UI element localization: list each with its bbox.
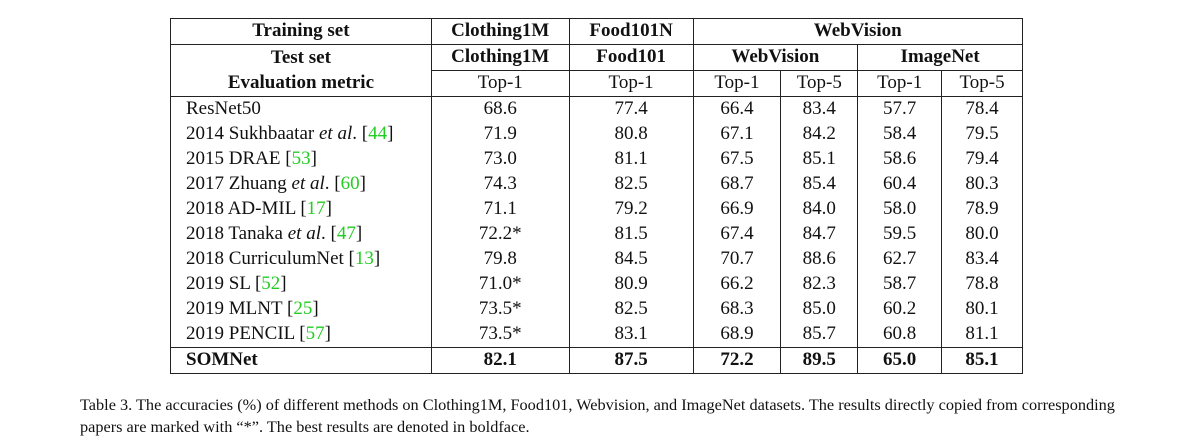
method-label: 2019 MLNT [ bbox=[186, 298, 294, 320]
method-name bbox=[171, 197, 432, 222]
method-name bbox=[171, 322, 432, 348]
value-cell: 66.4 bbox=[693, 97, 781, 123]
table-row bbox=[171, 297, 1023, 322]
value-cell: 79.2 bbox=[569, 197, 693, 222]
table-caption: Table 3. The accuracies (%) of different methods on Clothing1M, Food101, Webvision, and ImageNet datasets. The results directly copied from corresponding papers are marked with “*”. The best results are denoted in boldface. bbox=[80, 395, 1115, 436]
method-name bbox=[171, 297, 432, 322]
header-cell: WebVision bbox=[693, 45, 858, 71]
value-cell: 73.0 bbox=[431, 147, 569, 172]
header-cell: Food101 bbox=[569, 45, 693, 71]
value-cell: 66.9 bbox=[693, 197, 781, 222]
value-cell: 71.1 bbox=[431, 197, 569, 222]
citation-close: ] bbox=[325, 198, 332, 220]
method-label: 2014 Sukhbaatar bbox=[186, 123, 319, 145]
citation-ref: 53 bbox=[291, 148, 311, 170]
value-cell: 84.2 bbox=[781, 122, 858, 147]
table-row bbox=[171, 147, 1023, 172]
method-suffix: . [ bbox=[352, 123, 369, 145]
table-row bbox=[171, 197, 1023, 222]
value-cell: 81.5 bbox=[569, 222, 693, 247]
method-label: ResNet50 bbox=[186, 98, 261, 120]
value-cell: 83.1 bbox=[569, 322, 693, 348]
method-label: 2017 Zhuang bbox=[186, 173, 292, 195]
value-cell: 68.3 bbox=[693, 297, 781, 322]
value-cell: 74.3 bbox=[431, 172, 569, 197]
value-cell: 60.4 bbox=[858, 172, 942, 197]
method-label: 2015 DRAE [ bbox=[186, 148, 292, 170]
citation-ref: 25 bbox=[293, 298, 313, 320]
value-cell: 73.5* bbox=[431, 322, 569, 348]
value-cell: 79.4 bbox=[942, 147, 1023, 172]
value-cell: 89.5 bbox=[781, 348, 858, 374]
value-cell: 70.7 bbox=[693, 247, 781, 272]
value-cell: 84.5 bbox=[569, 247, 693, 272]
method-name bbox=[171, 222, 432, 247]
value-cell: 57.7 bbox=[858, 97, 942, 123]
value-cell: 78.8 bbox=[942, 272, 1023, 297]
metric-cell: Top-1 bbox=[693, 71, 781, 97]
method-name bbox=[171, 122, 432, 147]
value-cell: 72.2 bbox=[693, 348, 781, 374]
method-label: 2018 AD-MIL [ bbox=[186, 198, 307, 220]
value-cell: 83.4 bbox=[942, 247, 1023, 272]
table-row bbox=[171, 272, 1023, 297]
value-cell: 67.1 bbox=[693, 122, 781, 147]
method-name bbox=[171, 272, 432, 297]
table-row bbox=[171, 97, 1023, 123]
metric-cell: Top-5 bbox=[781, 71, 858, 97]
value-cell: 68.9 bbox=[693, 322, 781, 348]
citation-ref: 13 bbox=[354, 248, 374, 270]
citation-close: ] bbox=[373, 248, 381, 270]
header-label: Evaluation metric bbox=[227, 72, 375, 93]
value-cell: 58.0 bbox=[858, 197, 942, 222]
value-cell: 84.7 bbox=[781, 222, 858, 247]
value-cell: 79.8 bbox=[431, 247, 569, 272]
citation-close: ] bbox=[387, 123, 394, 145]
value-cell: 85.0 bbox=[781, 297, 858, 322]
method-suffix: . [ bbox=[324, 173, 341, 195]
value-cell: 82.1 bbox=[431, 348, 569, 374]
method-suffix: . [ bbox=[321, 223, 337, 245]
metric-cell: Top-1 bbox=[431, 71, 569, 97]
method-name bbox=[171, 247, 432, 272]
citation-close: ] bbox=[312, 298, 319, 320]
value-cell: 67.5 bbox=[693, 147, 781, 172]
citation-close: ] bbox=[359, 173, 366, 195]
value-cell: 80.1 bbox=[942, 297, 1023, 322]
method-em: et al bbox=[291, 173, 325, 195]
citation-close: ] bbox=[310, 148, 317, 170]
metric-cell: Top-5 bbox=[942, 71, 1023, 97]
header-cell: ImageNet bbox=[858, 45, 1023, 71]
value-cell: 80.0 bbox=[942, 222, 1023, 247]
value-cell: 80.8 bbox=[569, 122, 693, 147]
value-cell: 72.2* bbox=[431, 222, 569, 247]
value-cell: 81.1 bbox=[569, 147, 693, 172]
value-cell: 62.7 bbox=[858, 247, 942, 272]
header-cell: WebVision bbox=[693, 19, 1022, 45]
value-cell: 84.0 bbox=[781, 197, 858, 222]
value-cell: 71.0* bbox=[431, 272, 569, 297]
method-name: SOMNet bbox=[171, 348, 432, 374]
header-cell: Clothing1M bbox=[431, 45, 569, 71]
method-label: 2019 PENCIL [ bbox=[186, 323, 306, 345]
value-cell: 83.4 bbox=[781, 97, 858, 123]
header-cell: Clothing1M bbox=[431, 19, 569, 45]
citation-ref: 57 bbox=[305, 323, 325, 345]
citation-close: ] bbox=[355, 223, 363, 245]
value-cell: 78.4 bbox=[942, 97, 1023, 123]
value-cell: 87.5 bbox=[569, 348, 693, 374]
value-cell: 73.5* bbox=[431, 297, 569, 322]
value-cell: 77.4 bbox=[569, 97, 693, 123]
value-cell: 82.3 bbox=[781, 272, 858, 297]
value-cell: 80.3 bbox=[942, 172, 1023, 197]
value-cell: 81.1 bbox=[942, 322, 1023, 348]
table-row bbox=[171, 122, 1023, 147]
method-label: 2018 CurriculumNet [ bbox=[186, 248, 355, 270]
table-row bbox=[171, 222, 1023, 247]
value-cell: 60.2 bbox=[858, 297, 942, 322]
value-cell: 80.9 bbox=[569, 272, 693, 297]
header-row-test-set bbox=[171, 45, 1023, 71]
citation-ref: 60 bbox=[340, 173, 360, 195]
value-cell: 79.5 bbox=[942, 122, 1023, 147]
citation-ref: 47 bbox=[336, 223, 356, 245]
value-cell: 82.5 bbox=[569, 172, 693, 197]
value-cell: 85.1 bbox=[781, 147, 858, 172]
method-name bbox=[171, 147, 432, 172]
method-em: et al bbox=[287, 223, 321, 245]
citation-close: ] bbox=[324, 323, 331, 345]
header-label: Test set bbox=[171, 45, 432, 71]
header-row-training-set bbox=[171, 19, 1023, 45]
best-row bbox=[171, 348, 1023, 374]
table-row bbox=[171, 322, 1023, 348]
header-cell: Food101N bbox=[569, 19, 693, 45]
method-label: 2018 Tanaka bbox=[186, 223, 288, 245]
table-row bbox=[171, 172, 1023, 197]
value-cell: 82.5 bbox=[569, 297, 693, 322]
value-cell: 88.6 bbox=[781, 247, 858, 272]
method-name bbox=[171, 172, 432, 197]
metric-cell: Top-1 bbox=[858, 71, 942, 97]
value-cell: 85.1 bbox=[942, 348, 1023, 374]
table-row bbox=[171, 247, 1023, 272]
header-row-metric bbox=[171, 71, 1023, 97]
value-cell: 58.4 bbox=[858, 122, 942, 147]
value-cell: 68.6 bbox=[431, 97, 569, 123]
value-cell: 78.9 bbox=[942, 197, 1023, 222]
value-cell: 85.7 bbox=[781, 322, 858, 348]
method-name bbox=[171, 97, 432, 123]
value-cell: 58.7 bbox=[858, 272, 942, 297]
value-cell: 85.4 bbox=[781, 172, 858, 197]
value-cell: 66.2 bbox=[693, 272, 781, 297]
citation-close: ] bbox=[280, 273, 287, 295]
value-cell: 59.5 bbox=[858, 222, 942, 247]
header-label: Training set bbox=[252, 20, 350, 42]
value-cell: 67.4 bbox=[693, 222, 781, 247]
value-cell: 58.6 bbox=[858, 147, 942, 172]
citation-ref: 17 bbox=[306, 198, 326, 220]
value-cell: 71.9 bbox=[431, 122, 569, 147]
citation-ref: 52 bbox=[261, 273, 281, 295]
results-table bbox=[170, 18, 1023, 374]
method-em: et al bbox=[318, 123, 353, 145]
value-cell: 65.0 bbox=[858, 348, 942, 374]
value-cell: 68.7 bbox=[693, 172, 781, 197]
method-label: 2019 SL [ bbox=[186, 273, 262, 295]
value-cell: 60.8 bbox=[858, 322, 942, 348]
citation-ref: 44 bbox=[368, 123, 388, 145]
metric-cell: Top-1 bbox=[569, 71, 693, 97]
